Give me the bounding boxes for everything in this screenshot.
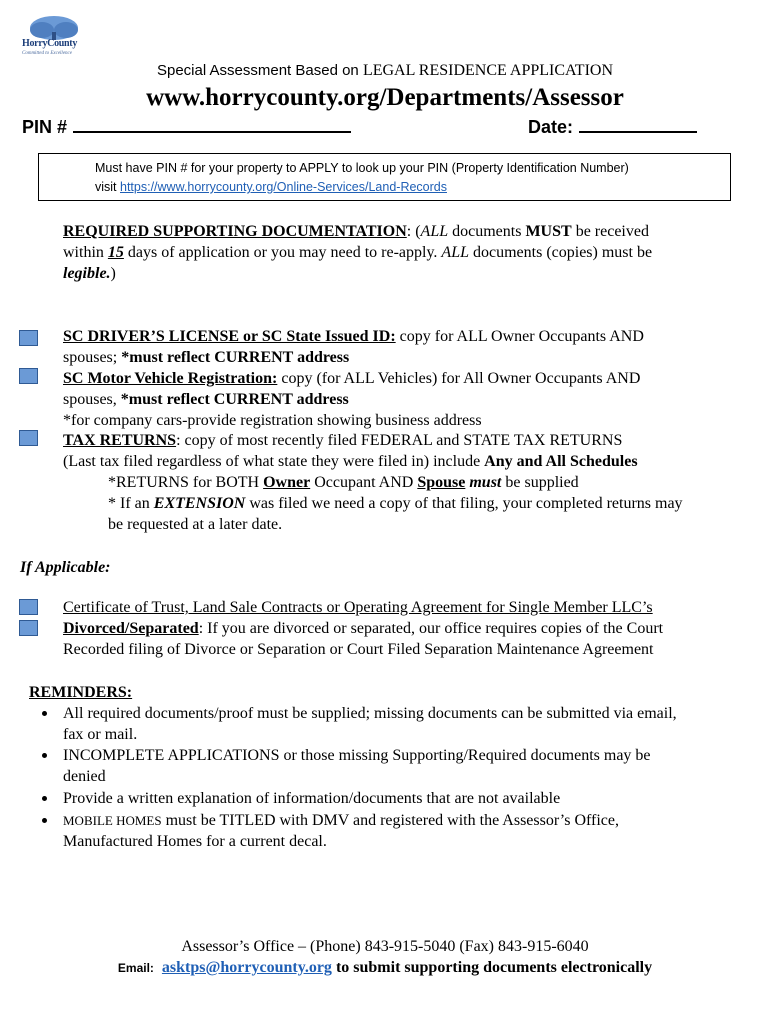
bullet-3-icon — [42, 796, 47, 801]
notice-visit: visit — [95, 180, 120, 194]
pin-field[interactable] — [22, 117, 351, 138]
tax-owner: Owner — [263, 474, 311, 491]
required-line-2 — [63, 242, 652, 263]
vehicle-checkbox[interactable] — [19, 368, 38, 384]
reminders-heading: REMINDERS: — [29, 684, 133, 701]
required-legible: legible. — [63, 265, 111, 282]
tax-supplied: be supplied — [501, 474, 579, 491]
date-field[interactable] — [528, 117, 697, 138]
reminder-2-line-2: denied — [63, 768, 106, 785]
email-line — [0, 957, 770, 979]
license-text: copy for ALL Owner Occupants AND — [395, 328, 644, 345]
tax-spouse: Spouse — [417, 474, 466, 491]
vehicle-line-3: *for company cars-provide registration showing business address — [63, 412, 482, 429]
mobile-homes: MOBILE HOMES — [63, 813, 162, 828]
tax-line-5: be requested at a later date. — [108, 516, 283, 533]
logo-tagline: Committed to Excellence — [22, 51, 72, 56]
email-label: Email: — [117, 961, 154, 975]
assessor-url-title: www.horrycounty.org/Departments/Assessor — [146, 84, 624, 111]
reminder-4-line-1 — [63, 810, 619, 831]
divorce-line-2: Recorded filing of Divorce or Separation or Court Filed Separation Maintenance Agreement — [63, 641, 654, 658]
form-subtitle — [0, 62, 770, 80]
reminder-3: Provide a written explanation of information/documents that are not available — [63, 790, 561, 807]
divorce-line-1 — [63, 618, 663, 639]
tax-line-3 — [108, 472, 579, 493]
trust-text: Certificate of Trust, Land Sale Contracts or Operating Agreement for Single Member LLC’s — [63, 599, 653, 616]
license-line-1 — [63, 326, 644, 347]
reminder-1-line-1: All required documents/proof must be supplied; missing documents can be submitted via email, — [63, 705, 677, 722]
if-applicable-heading: If Applicable: — [20, 559, 111, 576]
license-current-address: *must reflect CURRENT address — [121, 349, 350, 366]
required-within: within — [63, 244, 108, 261]
bullet-2-icon — [42, 753, 47, 758]
tax-line-2 — [63, 451, 638, 472]
vehicle-spouses: spouses, — [63, 391, 121, 408]
tax-checkbox[interactable] — [19, 430, 38, 446]
subtitle-prefix: Special Assessment Based on — [156, 62, 363, 79]
logo-name: HorryCounty — [22, 38, 78, 49]
tax-if-an: * If an — [108, 495, 154, 512]
tax-schedules: Any and All Schedules — [484, 453, 638, 470]
divorce-checkbox[interactable] — [19, 620, 38, 636]
tax-returns-both: *RETURNS for BOTH — [108, 474, 264, 491]
trust-checkbox[interactable] — [19, 599, 38, 615]
required-line-1 — [63, 221, 649, 242]
bullet-1-icon — [42, 711, 47, 716]
email-link[interactable]: asktps@horrycounty.org — [161, 959, 332, 976]
tax-last-filed: (Last tax filed regardless of what state they were filed in) include — [63, 453, 485, 470]
tax-extension-text: was filed we need a copy of that filing, your completed returns may — [245, 495, 683, 512]
reminder-1-line-2: fax or mail. — [63, 726, 138, 743]
tax-text: : copy of most recently filed FEDERAL and STATE TAX RETURNS — [176, 432, 623, 449]
required-all-2: ALL — [441, 244, 469, 261]
required-text-a: : ( — [406, 223, 421, 240]
tax-line-4 — [108, 493, 683, 514]
vehicle-heading: SC Motor Vehicle Registration: — [63, 370, 278, 387]
pin-line[interactable] — [73, 117, 351, 133]
tax-extension: EXTENSION — [153, 495, 246, 512]
vehicle-current-address: *must reflect CURRENT address — [120, 391, 349, 408]
divorce-heading: Divorced/Separated — [63, 620, 199, 637]
tax-heading: TAX RETURNS — [63, 432, 177, 449]
email-tail: to submit supporting documents electronically — [331, 959, 653, 976]
required-must: MUST — [525, 223, 572, 240]
required-all-1: ALL — [420, 223, 449, 240]
subtitle-bold: LEGAL RESIDENCE APPLICATION — [362, 62, 614, 79]
required-text-c: be received — [571, 223, 649, 240]
required-heading: REQUIRED SUPPORTING DOCUMENTATION — [63, 223, 407, 240]
bullet-4-icon — [42, 818, 47, 823]
notice-line-2 — [95, 180, 447, 194]
reminder-4-line-2: Manufactured Homes for a current decal. — [63, 833, 327, 850]
pin-notice-box — [38, 153, 731, 201]
notice-line-1: Must have PIN # for your property to APPLY to look up your PIN (Property Identification Number) — [95, 161, 629, 175]
date-line[interactable] — [579, 117, 697, 133]
tax-line-1 — [63, 430, 622, 451]
license-line-2 — [63, 347, 349, 368]
date-label: Date: — [528, 117, 574, 137]
required-copies: documents (copies) must be — [469, 244, 653, 261]
vehicle-line-2 — [63, 389, 349, 410]
required-line-3 — [63, 263, 116, 284]
vehicle-line-1 — [63, 368, 640, 389]
reminder-2-line-1: INCOMPLETE APPLICATIONS or those missing Supporting/Required documents may be — [63, 747, 651, 764]
license-heading: SC DRIVER’S LICENSE or SC State Issued ID: — [63, 328, 396, 345]
required-text-b: documents — [448, 223, 526, 240]
license-spouses: spouses; — [63, 349, 122, 366]
pin-label: PIN # — [22, 117, 68, 137]
vehicle-text: copy (for ALL Vehicles) for All Owner Occupants AND — [277, 370, 641, 387]
divorce-text: : If you are divorced or separated, our office requires copies of the Court — [198, 620, 664, 637]
tax-occupant-and: Occupant AND — [310, 474, 418, 491]
required-15: 15 — [107, 244, 124, 261]
land-records-link[interactable]: https://www.horrycounty.org/Online-Services/Land-Records — [120, 180, 447, 194]
tax-must: must — [469, 474, 502, 491]
license-checkbox[interactable] — [19, 330, 38, 346]
required-days: days of application or you may need to re-apply. — [123, 244, 442, 261]
required-close: ) — [110, 265, 116, 282]
reminder-4-text: must be TITLED with DMV and registered with the Assessor’s Office, — [161, 812, 620, 829]
assessor-office-contact: Assessor’s Office – (Phone) 843-915-5040 (Fax) 843-915-6040 — [181, 938, 589, 955]
